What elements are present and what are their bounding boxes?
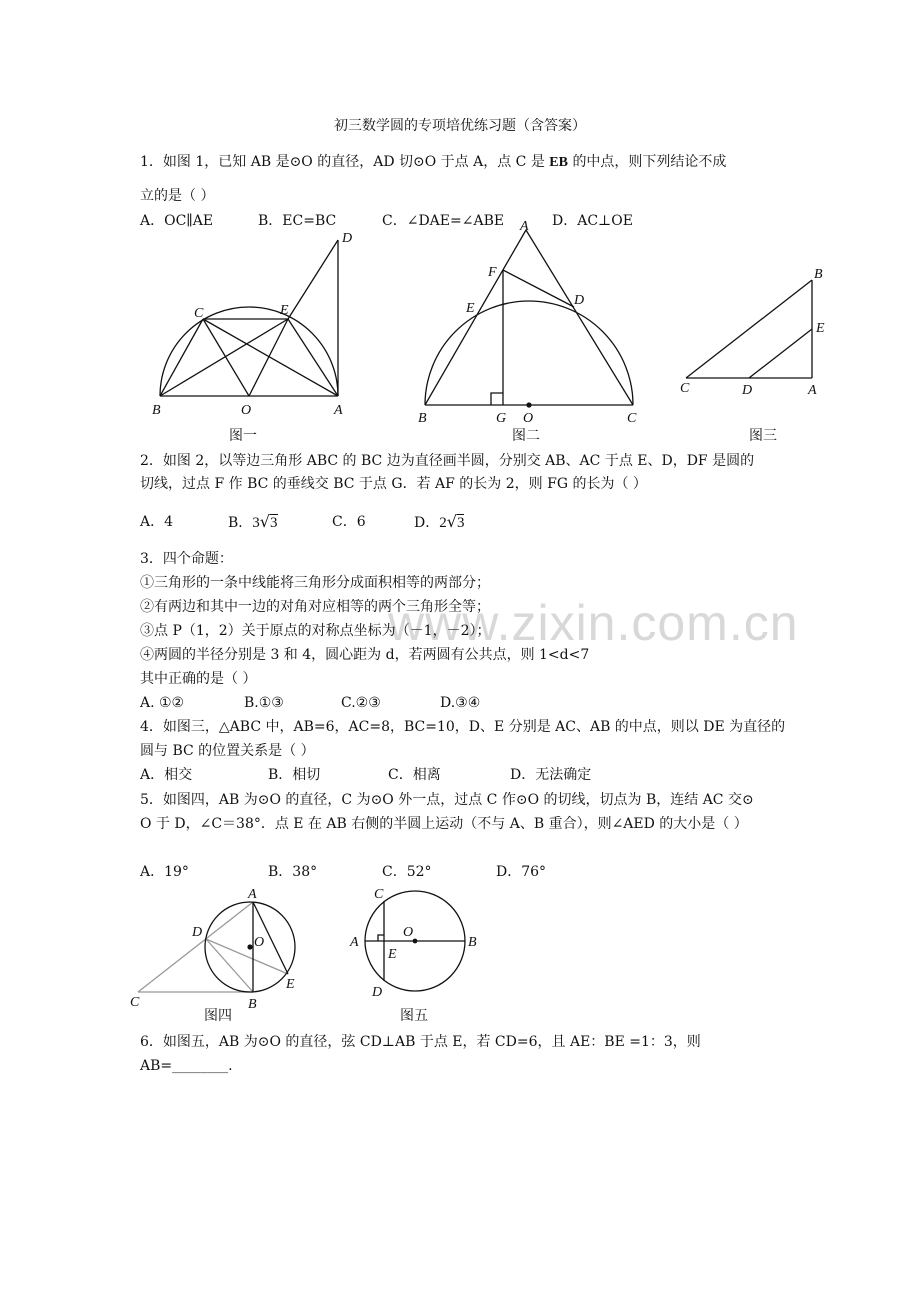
fig5-right-angle <box>378 935 384 941</box>
fig1-semicircle <box>160 307 338 396</box>
q1-option-c[interactable]: C．∠DAE=∠ABE <box>382 213 505 229</box>
fig5-caption: 图五 <box>400 1008 428 1024</box>
fig3-line-de <box>749 329 812 378</box>
fig1-label-c: C <box>194 306 204 321</box>
q2-option-d-radicand: 3 <box>456 515 465 531</box>
q1-option-b[interactable]: B．EC=BC <box>258 213 337 229</box>
q3-option-c[interactable]: C.②③ <box>341 695 381 711</box>
fig2-label-e: E <box>466 301 475 316</box>
q1-line1-text-b: 的中点，则下列结论不成 <box>572 154 727 170</box>
q3-ask: 其中正确的是（ ） <box>140 671 257 687</box>
fig2-right-angle <box>491 393 503 405</box>
fig5-label-c: C <box>374 887 384 902</box>
figure-1 <box>140 220 360 425</box>
fig1-label-d: D <box>342 231 353 246</box>
q3-line1: 3．四个命题： <box>140 551 233 567</box>
fig2-label-c: C <box>627 411 637 426</box>
q5-option-b[interactable]: B．38° <box>268 864 318 880</box>
fig5-label-a: A <box>350 935 359 950</box>
fig3-label-b: B <box>814 267 823 282</box>
q2-option-d-prefix: D． <box>414 515 440 531</box>
fig4-label-c: C <box>130 995 140 1010</box>
q4-option-b[interactable]: B．相切 <box>268 767 321 783</box>
fig5-label-e: E <box>388 947 397 962</box>
fig1-label-b: B <box>152 403 161 418</box>
fig4-label-e: E <box>286 977 295 992</box>
fig2-label-a: A <box>520 219 529 234</box>
fig1-label-e: E <box>280 303 289 318</box>
fig4-center-dot <box>247 944 252 949</box>
q1-line1 <box>140 152 726 173</box>
page-title: 初三数学圆的专项培优练习题（含答案） <box>334 118 586 134</box>
fig2-label-d: D <box>574 293 585 308</box>
fig2-line-ac <box>526 230 633 405</box>
q2-option-b-prefix: B． <box>228 515 253 531</box>
figure-3 <box>676 262 836 402</box>
fig1-line-de <box>288 240 338 319</box>
fig5-label-d: D <box>372 985 383 1000</box>
fig4-label-b: B <box>248 997 257 1012</box>
fig1-line-bc <box>160 319 203 396</box>
fig5-label-b: B <box>468 935 477 950</box>
q6-line1: 6．如图五，AB 为⊙O 的直径，弦 CD⊥AB 于点 E，若 CD=6，且 AE：BE =1：3，则 <box>140 1034 701 1050</box>
fig2-line-ba <box>425 230 526 405</box>
q5-option-c[interactable]: C．52° <box>382 864 432 880</box>
q1-line2: 立的是（ ） <box>140 188 215 204</box>
fig1-line-co <box>203 319 249 396</box>
q5-option-d[interactable]: D．76° <box>496 864 547 880</box>
fig4-label-o: O <box>254 935 265 950</box>
fig4-caption: 图四 <box>204 1008 232 1024</box>
fig4-label-a: A <box>248 887 257 902</box>
q2-option-b[interactable] <box>228 512 278 533</box>
fig2-label-o: O <box>523 411 534 426</box>
q1-option-a[interactable]: A．OC∥AE <box>140 213 214 229</box>
fig4-line-de <box>206 939 288 974</box>
q3-prop3: ③点 P（1，2）关于原点的对称点坐标为（－1，－2）； <box>140 623 491 639</box>
q5-option-a[interactable]: A．19° <box>140 864 189 880</box>
q1-option-d[interactable]: D．AC⊥OE <box>552 213 633 229</box>
fig4-line-ca <box>138 902 253 992</box>
fig1-line-ea <box>288 319 338 396</box>
fig2-label-b: B <box>418 411 427 426</box>
q3-option-b[interactable]: B.①③ <box>244 695 284 711</box>
sqrt-icon: √ <box>259 512 270 531</box>
sqrt-icon: √ <box>446 512 457 531</box>
fig1-caption: 图一 <box>229 428 257 444</box>
watermark: www.zixin.com.cn <box>388 595 799 651</box>
q2-option-d-coef: 2 <box>439 515 447 531</box>
q3-prop2: ②有两边和其中一边的对角对应相等的两个三角形全等； <box>140 599 490 615</box>
figure-4 <box>126 884 316 1014</box>
fig3-label-a: A <box>808 383 817 398</box>
fig2-caption: 图二 <box>512 428 540 444</box>
q4-option-c[interactable]: C．相离 <box>388 767 441 783</box>
q2-line1: 2．如图 2，以等边三角形 ABC 的 BC 边为直径画半圆，分别交 AB、AC 于点 E、D，DF 是圆的 <box>140 453 755 469</box>
q2-option-c[interactable]: C．6 <box>332 514 366 530</box>
fig3-label-d: D <box>742 383 753 398</box>
fig5-center-dot <box>413 939 418 944</box>
q5-line1: 5．如图四，AB 为⊙O 的直径，C 为⊙O 外一点，过点 C 作⊙O 的切线，切点为 B，连结 AC 交⊙ <box>140 792 754 808</box>
q3-option-d[interactable]: D.③④ <box>440 695 481 711</box>
fig3-label-c: C <box>680 381 690 396</box>
fig5-label-o: O <box>403 925 414 940</box>
fig1-label-a: A <box>334 403 343 418</box>
q2-option-d[interactable] <box>414 512 464 533</box>
fig3-label-e: E <box>816 321 825 336</box>
q6-line2: AB=________. <box>140 1058 233 1074</box>
q4-option-d[interactable]: D．无法确定 <box>510 767 592 783</box>
q2-option-a[interactable]: A．4 <box>140 514 174 530</box>
fig2-center-dot <box>526 402 531 407</box>
q3-prop1: ①三角形的一条中线能将三角形分成面积相等的两部分； <box>140 575 490 591</box>
fig4-line-db <box>206 939 253 992</box>
fig3-line-cb <box>686 280 812 378</box>
fig3-caption: 图三 <box>749 428 777 444</box>
q4-option-a[interactable]: A．相交 <box>140 767 193 783</box>
fig2-label-g: G <box>496 411 507 426</box>
q4-line2: 圆与 BC 的位置关系是（ ） <box>140 743 315 759</box>
fig2-label-f: F <box>488 265 497 280</box>
q2-option-b-radicand: 3 <box>270 515 278 531</box>
q2-line2: 切线，过点 F 作 BC 的垂线交 BC 于点 G．若 AF 的长为 2，则 FG 的长为（ ） <box>140 476 647 492</box>
fig1-label-o: O <box>241 403 252 418</box>
q3-prop4: ④两圆的半径分别是 3 和 4，圆心距为 d，若两圆有公共点，则 1<d<7 <box>140 647 590 663</box>
q1-arc-eb: EB <box>549 155 568 170</box>
figure-2 <box>412 212 652 424</box>
q3-option-a[interactable]: A. ①② <box>140 695 185 711</box>
q4-line1: 4．如图三，△ABC 中，AB=6，AC=8，BC=10，D、E 分别是 AC、AB 的中点，则以 DE 为直径的 <box>140 719 786 735</box>
fig4-label-d: D <box>192 925 203 940</box>
q1-line1-text-a: 1．如图 1，已知 AB 是⊙O 的直径，AD 切⊙O 于点 A，点 C 是 <box>140 154 545 170</box>
q5-line2: O 于 D，∠C＝38°．点 E 在 AB 右侧的半圆上运动（不与 A、B 重合），则∠AED 的大小是（ ） <box>140 816 748 832</box>
q2-option-b-coef: 3 <box>252 515 260 531</box>
figure-5 <box>340 884 490 1004</box>
